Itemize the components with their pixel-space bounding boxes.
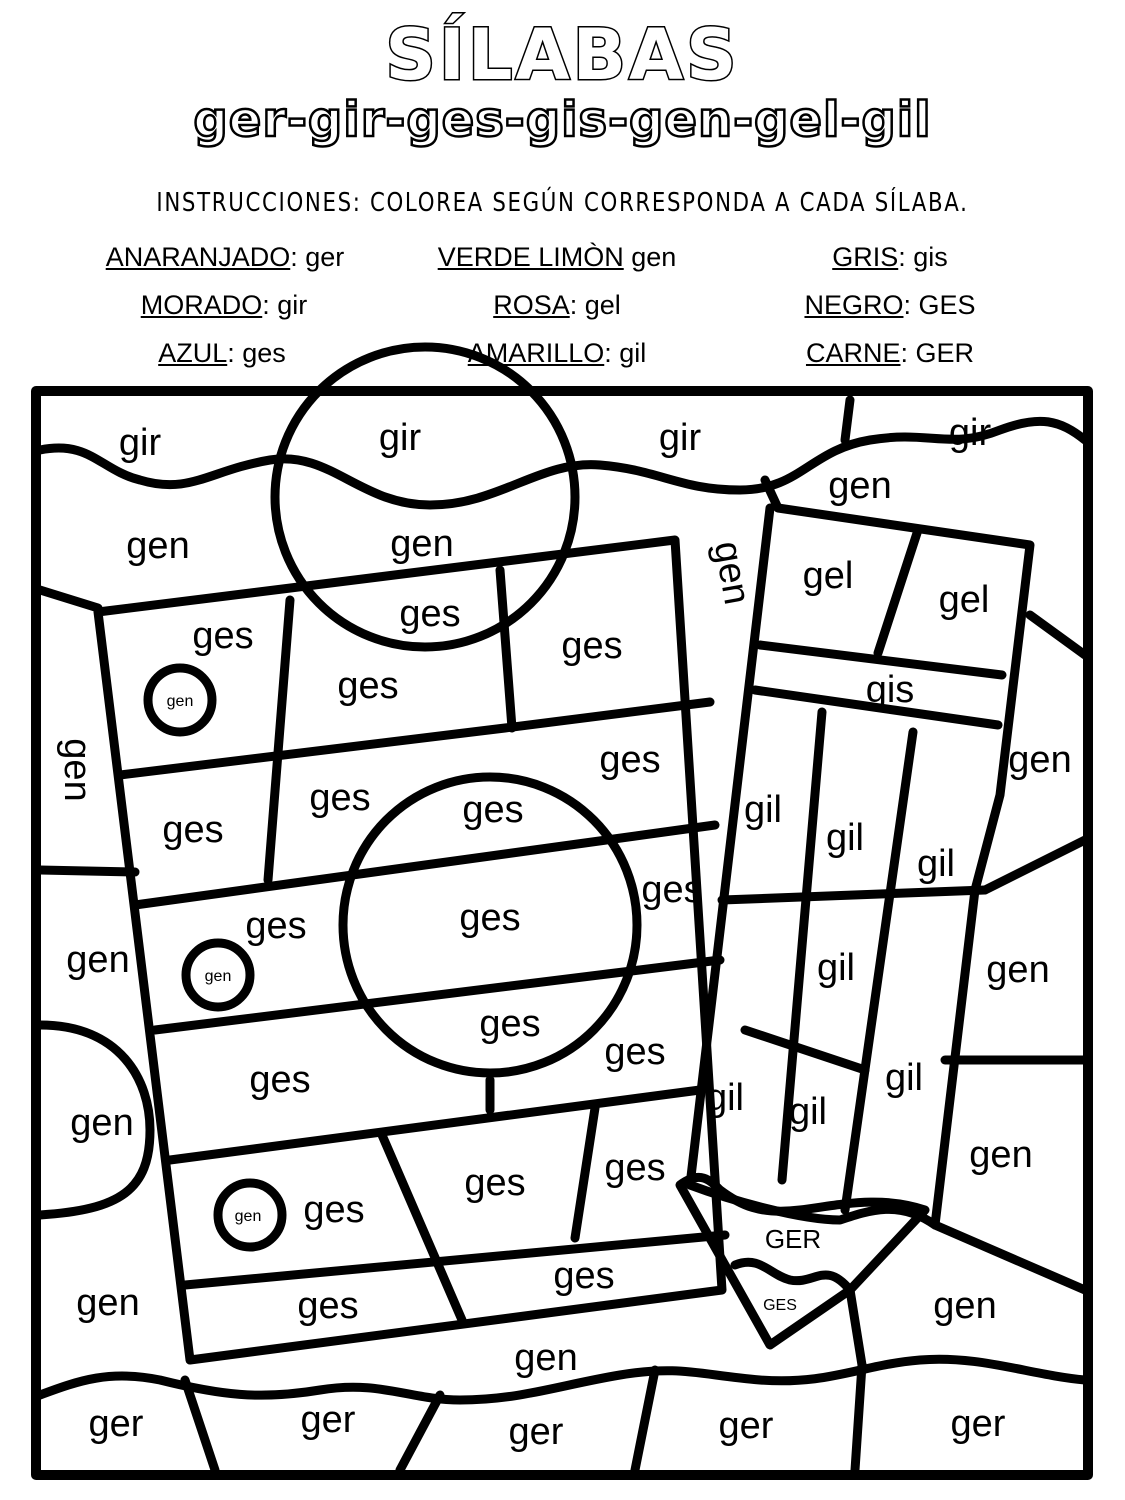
- region-label: gil: [743, 789, 783, 831]
- legend-item-pink: ROSA: gel: [493, 290, 621, 320]
- tower-line: [878, 530, 918, 653]
- region-label: gil: [788, 1091, 828, 1133]
- circle-label: gen: [204, 968, 232, 985]
- bottom-divider: [855, 1365, 862, 1470]
- region-labels: [56, 412, 1072, 1453]
- region-label: ges: [641, 869, 703, 911]
- region-label: ges: [459, 897, 521, 939]
- region-label: gen: [828, 465, 892, 507]
- left-edge-line: [40, 590, 98, 608]
- region-label: gen: [56, 738, 98, 802]
- flag-line: [735, 1262, 850, 1290]
- region-label: gil: [884, 1057, 924, 1099]
- circle-label: gen: [166, 693, 194, 710]
- circle-label: gen: [234, 1208, 262, 1225]
- top-divider: [845, 400, 850, 440]
- region-label: GER: [764, 1224, 822, 1254]
- region-label: ges: [245, 905, 307, 947]
- building-wall-line: [575, 1108, 595, 1238]
- region-label: ges: [309, 777, 371, 819]
- region-label: gir: [948, 412, 992, 454]
- legend-item-purple: MORADO: gir: [140, 290, 308, 320]
- legend-item-yellow: AMARILLO: gil: [467, 338, 647, 368]
- syllable-subtitle: ger-gir-ges-gis-gen-gel-gil: [193, 92, 932, 148]
- region-label: gen: [66, 939, 130, 981]
- region-label: ger: [508, 1411, 564, 1453]
- region-label: gir: [378, 417, 422, 459]
- building-wall-line: [382, 1135, 462, 1320]
- region-label: gen: [969, 1134, 1033, 1176]
- right-edge-line: [935, 1225, 1085, 1290]
- legend-item-lime: VERDE LIMÒN gen: [437, 242, 677, 272]
- tower-line: [722, 890, 985, 900]
- region-label: ges: [599, 739, 661, 781]
- region-label: ges: [249, 1059, 311, 1101]
- bottom-divider: [400, 1395, 440, 1470]
- region-label: ger: [300, 1399, 356, 1441]
- region-label: ger: [718, 1405, 774, 1447]
- region-label: gen: [76, 1282, 140, 1324]
- tower-line: [845, 732, 913, 1210]
- bottom-divider: [635, 1370, 655, 1470]
- region-label: gel: [802, 555, 854, 597]
- region-label: gil: [816, 947, 856, 989]
- right-edge-line: [985, 840, 1085, 890]
- region-label: gen: [1008, 739, 1072, 781]
- region-label: ges: [604, 1147, 666, 1189]
- region-label: gen: [126, 525, 190, 567]
- region-label: ges: [462, 789, 524, 831]
- right-edge-line: [1030, 615, 1085, 655]
- region-label: ges: [303, 1189, 365, 1231]
- region-label: ges: [561, 625, 623, 667]
- building-wall-line: [500, 570, 512, 728]
- tower-line: [745, 1030, 865, 1070]
- region-label: ges: [337, 665, 399, 707]
- building-wall-line: [268, 600, 290, 880]
- instructions-text: INSTRUCCIONES: COLOREA SEGÚN CORRESPONDA A CADA SÍLABA.: [156, 188, 969, 218]
- legend-item-black: NEGRO: GES: [804, 290, 976, 320]
- left-edge-line: [40, 870, 135, 872]
- region-label: gen: [705, 538, 759, 608]
- legend-item-blue: AZUL: ges: [158, 338, 286, 368]
- region-label: gir: [118, 422, 162, 464]
- region-label: GES: [763, 1297, 797, 1314]
- region-label: ges: [464, 1162, 526, 1204]
- region-label: gel: [938, 579, 990, 621]
- region-label: ger: [88, 1403, 144, 1445]
- region-label: ges: [553, 1255, 615, 1297]
- region-label: ger: [950, 1403, 1006, 1445]
- region-label: gen: [390, 523, 454, 565]
- region-label: ges: [297, 1285, 359, 1327]
- region-label: gis: [865, 669, 915, 711]
- legend-item-gray: GRIS: gis: [832, 242, 948, 272]
- region-label: gir: [658, 417, 702, 459]
- region-label: ges: [399, 593, 461, 635]
- region-label: gil: [916, 843, 956, 885]
- region-label: ges: [162, 809, 224, 851]
- region-label: gen: [986, 949, 1050, 991]
- region-label: gen: [933, 1285, 997, 1327]
- legend-item-orange: ANARANJADO: ger: [105, 242, 345, 272]
- region-label: gen: [70, 1102, 134, 1144]
- worksheet-title: SÍLABAS: [385, 14, 740, 96]
- region-label: ges: [479, 1003, 541, 1045]
- region-label: gil: [705, 1077, 745, 1119]
- legend-item-skin: CARNE: GER: [805, 338, 975, 368]
- region-label: gil: [825, 817, 865, 859]
- region-label: ges: [604, 1031, 666, 1073]
- bottom-divider: [850, 1290, 862, 1365]
- picture-outlines: [36, 347, 1088, 1475]
- region-label: gen: [514, 1337, 578, 1379]
- region-label: ges: [192, 615, 254, 657]
